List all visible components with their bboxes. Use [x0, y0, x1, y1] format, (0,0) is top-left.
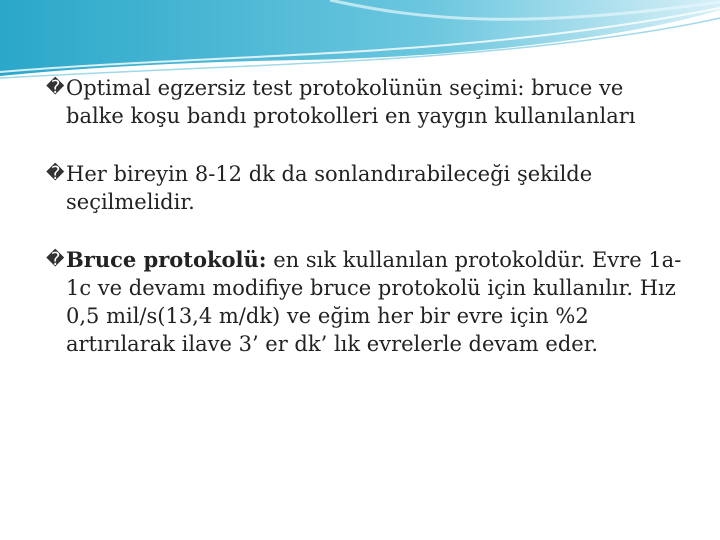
bullet-text: en sık kullanılan protokoldür. Evre 1a-1c ve devamı modifiye bruce protokolü için kullanılır. Hız 0,5 mil/s(13,4 m/dk) ve eğim her bir evre için %2 artırılarak ilave 3’ er dk’ lık evrelerle devam eder.	[66, 248, 682, 356]
content-area	[46, 74, 686, 388]
bullet-text: Her bireyin 8-12 dk da sonlandırabileceği şekilde seçilmelidir.	[66, 162, 593, 214]
bullet-text: Optimal egzersiz test protokolünün seçimi: bruce ve balke koşu bandı protokolleri en yaygın kullanılanları	[66, 76, 636, 128]
bullet-item	[46, 160, 686, 216]
bullet-bold-lead: Bruce protokolü:	[66, 247, 267, 272]
bullet-marker-icon: �	[46, 77, 65, 98]
bullet-item	[46, 246, 686, 358]
header-wave-decoration	[0, 0, 720, 80]
bullet-marker-icon: �	[46, 163, 65, 184]
bullet-marker-icon: �	[46, 249, 65, 270]
bullet-item	[46, 74, 686, 130]
